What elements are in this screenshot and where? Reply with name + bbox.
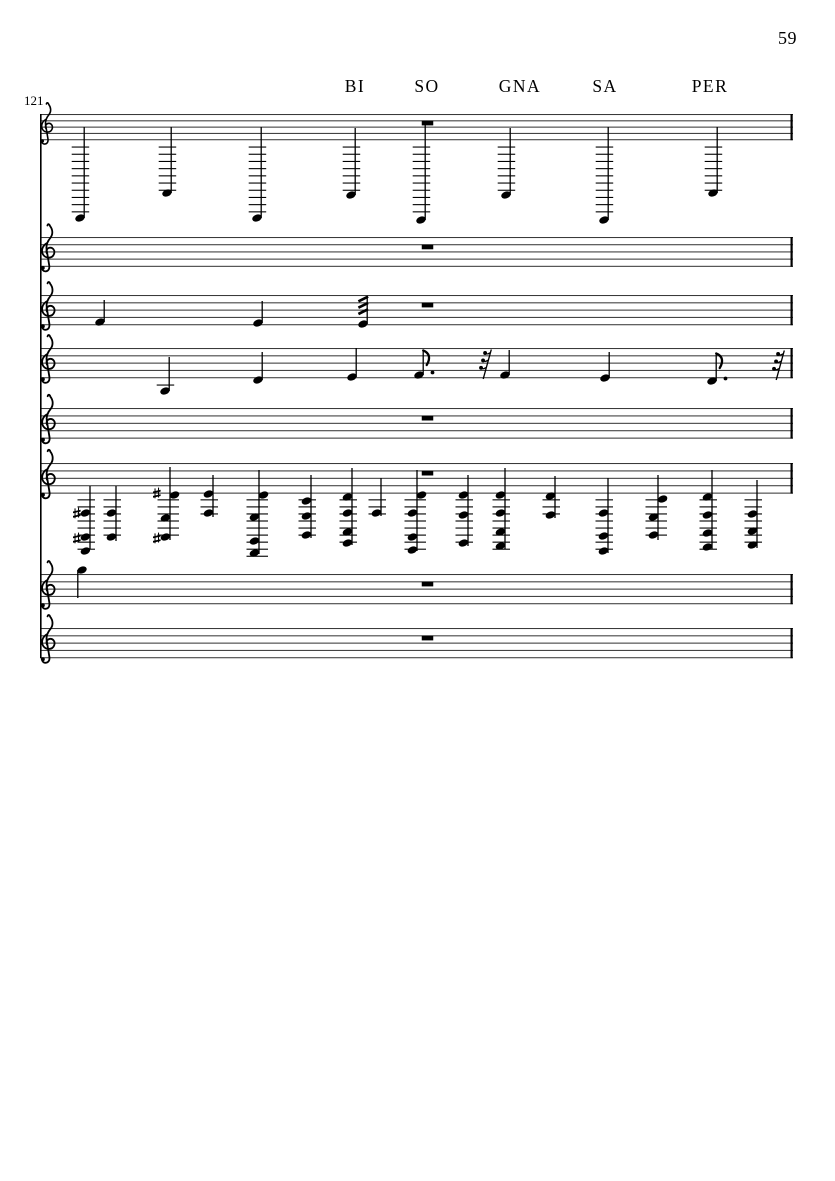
treble-clef-icon <box>41 103 53 144</box>
whole-rest <box>422 636 434 641</box>
quarter-note <box>249 127 267 223</box>
end-barline <box>791 295 793 325</box>
quarter-note <box>596 127 614 225</box>
thirty-second-rest <box>772 351 784 381</box>
ledger-line <box>159 168 177 169</box>
ledger-line <box>247 549 269 550</box>
note-stem <box>510 128 511 195</box>
staff-line <box>40 581 793 582</box>
ledger-line <box>596 506 614 507</box>
note-stem <box>554 476 555 518</box>
ledger-line <box>543 499 561 500</box>
staff-line <box>40 310 793 311</box>
system-barline <box>40 114 42 658</box>
ledger-line <box>249 204 267 205</box>
staff <box>40 103 793 225</box>
staff <box>40 395 793 443</box>
staff-line <box>40 114 793 115</box>
treble-clef-icon <box>41 282 55 330</box>
ledger-line <box>543 506 561 507</box>
ledger-line <box>72 197 90 198</box>
staff-line <box>40 603 793 604</box>
ledger-line <box>405 499 427 500</box>
ledger-line <box>104 499 122 500</box>
ledger-line <box>299 528 317 529</box>
quarter-note <box>498 128 516 200</box>
chord <box>646 475 669 540</box>
ledger-line <box>159 161 177 162</box>
ledger-line <box>343 161 361 162</box>
ledger-line <box>78 528 96 529</box>
ledger-line <box>72 161 90 162</box>
ledger-line <box>646 520 668 521</box>
ledger-line <box>413 204 431 205</box>
ledger-line <box>705 161 723 162</box>
ledger-line <box>247 535 269 536</box>
ledger-line <box>596 154 614 155</box>
thirty-second-note <box>357 296 369 329</box>
note-stem <box>380 478 381 516</box>
lyric-syllable: BI <box>344 76 366 96</box>
ledger-line <box>158 513 180 514</box>
staff-line <box>40 295 793 296</box>
ledger-line <box>596 204 614 205</box>
ledger-line <box>456 535 474 536</box>
ledger-line <box>299 520 317 521</box>
chord <box>340 468 358 548</box>
whole-rest <box>422 471 434 476</box>
staff-line <box>40 635 793 636</box>
note-stem <box>77 570 78 598</box>
page-number: 59 <box>778 28 797 48</box>
ledger-line <box>413 211 431 212</box>
treble-clef-icon <box>41 561 55 609</box>
end-barline <box>791 463 793 494</box>
quarter-note <box>72 127 90 223</box>
ledger-line <box>705 175 723 176</box>
lyric-syllable: SA <box>592 76 618 96</box>
lyric-syllable: GNA <box>498 76 542 96</box>
chord <box>745 480 763 550</box>
treble-clef-icon <box>41 335 55 383</box>
ledger-line <box>456 499 474 500</box>
ledger-line <box>247 556 269 557</box>
chord <box>493 468 511 551</box>
staff-line <box>40 266 793 267</box>
ledger-line <box>72 154 90 155</box>
chord <box>369 478 387 518</box>
staff-line <box>40 657 793 658</box>
staff <box>40 450 793 558</box>
treble-clef-icon <box>41 395 55 443</box>
note-stem <box>169 467 170 540</box>
ledger-line <box>596 190 614 191</box>
ledger-line <box>249 197 267 198</box>
ledger-line <box>72 168 90 169</box>
staff-line <box>40 133 793 134</box>
note-stem <box>84 127 85 218</box>
staff-line <box>40 127 793 128</box>
ledger-line <box>158 506 180 507</box>
ledger-line <box>646 528 668 529</box>
note-stem <box>467 475 468 546</box>
ledger-line <box>104 528 122 529</box>
ledger-line <box>343 154 361 155</box>
ledger-line <box>343 183 361 184</box>
staff-line <box>40 244 793 245</box>
ledger-line <box>249 161 267 162</box>
note-stem <box>261 127 262 218</box>
staff-line <box>40 574 793 575</box>
ledger-line <box>104 506 122 507</box>
ledger-line <box>596 520 614 521</box>
ledger-line <box>596 168 614 169</box>
staff-line <box>40 423 793 424</box>
ledger-line <box>343 190 361 191</box>
staff-line <box>40 348 793 349</box>
end-barline <box>791 237 793 267</box>
note-stem <box>504 468 505 549</box>
ledger-line <box>596 542 614 543</box>
end-barline <box>791 628 793 658</box>
ledger-line <box>700 542 718 543</box>
note-stem <box>89 486 90 549</box>
staff-line <box>40 643 793 644</box>
staff-line <box>40 120 793 121</box>
staff-line <box>40 589 793 590</box>
eighth-note <box>413 350 434 380</box>
quarter-note <box>413 122 431 225</box>
ledger-line <box>405 506 427 507</box>
ledger-line <box>705 147 723 148</box>
ledger-line <box>247 520 269 521</box>
note-stem <box>425 122 426 220</box>
staff-line <box>40 324 793 325</box>
ledger-line <box>596 197 614 198</box>
whole-rest <box>422 582 434 587</box>
ledger-line <box>596 528 614 529</box>
note-stem <box>423 350 424 375</box>
ledger-line <box>493 506 511 507</box>
whole-rest <box>422 416 434 421</box>
ledger-line <box>705 168 723 169</box>
ledger-line <box>159 183 177 184</box>
whole-rest <box>422 303 434 308</box>
ledger-line <box>456 520 474 521</box>
note-stem <box>310 475 311 538</box>
chord <box>405 470 428 555</box>
end-barline <box>791 574 793 604</box>
treble-clef-icon <box>41 224 54 271</box>
ledger-line <box>596 147 614 148</box>
staff-line <box>40 430 793 431</box>
ledger-line <box>413 190 431 191</box>
ledger-line <box>413 154 431 155</box>
ledger-line <box>249 211 267 212</box>
ledger-line <box>405 528 427 529</box>
ledger-line <box>498 154 516 155</box>
ledger-line <box>700 506 718 507</box>
ledger-line <box>78 542 96 543</box>
eighth-note <box>706 353 727 386</box>
ledger-line <box>247 499 269 500</box>
ledger-line <box>705 183 723 184</box>
quarter-note <box>252 352 264 385</box>
measure-number: 121 <box>24 93 44 108</box>
chord <box>247 470 270 558</box>
staff-line <box>40 355 793 356</box>
ledger-line <box>493 499 511 500</box>
staff <box>40 615 793 663</box>
treble-clef-icon <box>41 615 55 663</box>
ledger-line <box>247 528 269 529</box>
quarter-note <box>94 300 106 327</box>
ledger-line <box>700 528 718 529</box>
staff-line <box>40 237 793 238</box>
lyric-syllable: SO <box>414 76 440 96</box>
ledger-line <box>343 168 361 169</box>
note-stem <box>355 128 356 195</box>
ledger-line <box>340 506 358 507</box>
staff-line <box>40 463 793 464</box>
whole-rest <box>422 121 434 126</box>
ledger-line <box>413 168 431 169</box>
staff-line <box>40 251 793 252</box>
quarter-note <box>499 350 511 380</box>
ledger-line <box>159 147 177 148</box>
quarter-note <box>346 348 358 382</box>
chord <box>543 476 561 520</box>
ledger-line <box>78 506 96 507</box>
ledger-line <box>498 175 516 176</box>
ledger-line <box>159 175 177 176</box>
ledger-line <box>498 161 516 162</box>
ledger-line <box>498 190 516 191</box>
staff-line <box>40 415 793 416</box>
ledger-line <box>249 154 267 155</box>
ledger-line <box>158 528 180 529</box>
chord <box>700 470 718 552</box>
ledger-line <box>498 147 516 148</box>
ledger-line <box>369 499 387 500</box>
ledger-line <box>498 168 516 169</box>
ledger-line <box>249 175 267 176</box>
ledger-line <box>596 175 614 176</box>
staff <box>40 335 793 396</box>
ledger-line <box>72 147 90 148</box>
ledger-line <box>596 499 614 500</box>
staff-line <box>40 139 793 140</box>
note-stem <box>416 470 417 551</box>
chord <box>73 486 95 556</box>
note-stem <box>711 470 712 549</box>
ledger-line <box>249 168 267 169</box>
ledger-line <box>745 535 763 536</box>
staff-line <box>40 596 793 597</box>
staff-line <box>40 650 793 651</box>
ledger-line <box>413 161 431 162</box>
staff-line <box>40 408 793 409</box>
ledger-line <box>72 175 90 176</box>
note-stem <box>509 350 510 375</box>
staff-line <box>40 438 793 439</box>
note-stem <box>608 127 609 220</box>
quarter-note <box>599 352 611 383</box>
ledger-line <box>158 499 180 500</box>
ledger-line <box>705 154 723 155</box>
quarter-note <box>159 127 177 198</box>
chord <box>104 486 122 542</box>
ledger-line <box>201 506 219 507</box>
ledger-line <box>249 190 267 191</box>
augmentation-dot <box>724 377 728 381</box>
ledger-line <box>745 520 763 521</box>
staff <box>40 561 793 609</box>
ledger-line <box>72 204 90 205</box>
staff-line <box>40 317 793 318</box>
ledger-line <box>340 520 358 521</box>
ledger-line <box>413 197 431 198</box>
ledger-line <box>249 147 267 148</box>
ledger-line <box>498 183 516 184</box>
ledger-line <box>700 520 718 521</box>
note-stem <box>351 468 352 545</box>
ledger-line <box>299 506 317 507</box>
ledger-line <box>72 183 90 184</box>
staff-line <box>40 370 793 371</box>
staff <box>40 224 793 271</box>
ledger-line <box>78 520 96 521</box>
note-stem <box>717 127 718 193</box>
sharp-accidental <box>73 508 81 519</box>
ledger-line <box>493 520 511 521</box>
thirty-second-rest <box>479 350 491 380</box>
ledger-line <box>413 147 431 148</box>
ledger-line <box>456 506 474 507</box>
ledger-line <box>456 528 474 529</box>
quarter-note <box>252 301 264 328</box>
ledger-line <box>596 211 614 212</box>
chord <box>596 478 614 556</box>
staff-line <box>40 628 793 629</box>
ledger-line <box>596 161 614 162</box>
lyric-syllable: PER <box>691 76 729 96</box>
ledger-line <box>413 175 431 176</box>
note-stem <box>171 127 172 193</box>
whole-rest <box>422 245 434 250</box>
note-stem <box>104 300 105 322</box>
ledger-line <box>646 506 668 507</box>
staff <box>40 282 793 330</box>
ledger-line <box>158 520 180 521</box>
ledger-line <box>745 506 763 507</box>
quarter-note <box>343 128 361 200</box>
ledger-line <box>104 520 122 521</box>
end-barline <box>791 348 793 378</box>
ledger-line <box>596 183 614 184</box>
note-stem <box>262 352 263 380</box>
ledger-line <box>343 175 361 176</box>
ledger-line <box>201 499 219 500</box>
treble-clef-icon <box>41 450 55 498</box>
ledger-line <box>159 154 177 155</box>
ledger-line <box>247 506 269 507</box>
ledger-line <box>72 211 90 212</box>
ledger-line <box>157 385 175 386</box>
note-stem <box>716 353 717 381</box>
chord <box>299 475 317 540</box>
sharp-accidental <box>153 533 161 544</box>
ledger-line <box>413 183 431 184</box>
ledger-line <box>249 183 267 184</box>
ledger-line <box>405 542 427 543</box>
note-stem <box>607 478 608 553</box>
note-stem <box>262 301 263 323</box>
staff-line <box>40 363 793 364</box>
augmentation-dot <box>431 371 435 375</box>
chord <box>201 475 219 518</box>
quarter-note <box>705 127 723 198</box>
note-stem <box>169 357 170 391</box>
ledger-line <box>343 147 361 148</box>
ledger-line <box>72 190 90 191</box>
ledger-line <box>405 520 427 521</box>
ledger-line <box>369 506 387 507</box>
end-barline <box>791 114 793 140</box>
note-stem <box>609 352 610 378</box>
end-barline <box>791 408 793 439</box>
note-stem <box>657 475 658 540</box>
note-stem <box>356 348 357 377</box>
staff-line <box>40 302 793 303</box>
ledger-line <box>78 499 96 500</box>
staff-line <box>40 259 793 260</box>
ledger-line <box>745 499 763 500</box>
